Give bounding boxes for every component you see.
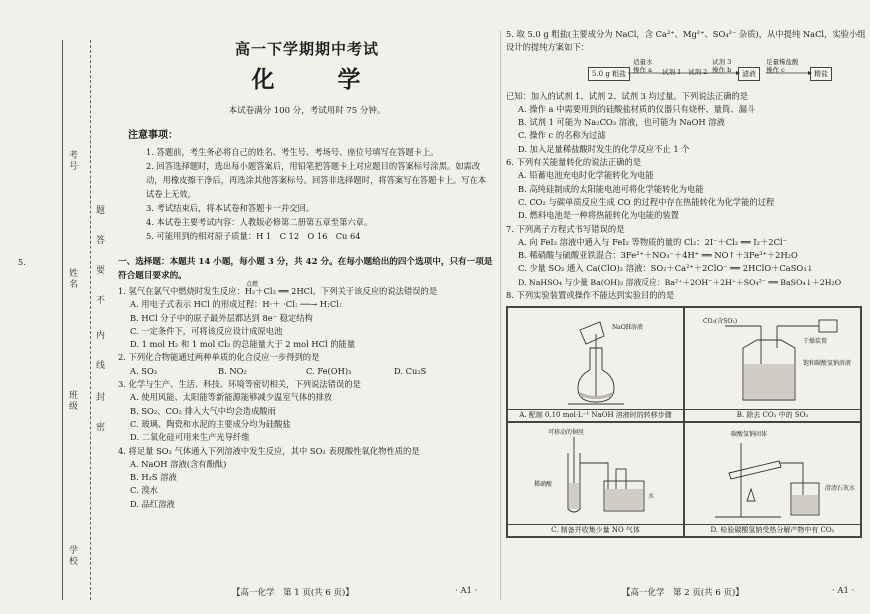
page-divider xyxy=(500,30,501,600)
flow-step: 足量稀盐酸 操作 c xyxy=(766,57,799,74)
option-c: C. 少量 SO₂ 通入 Ca(ClO)₂ 溶液：SO₂＋Ca²⁺＋2ClO⁻ ══ 2HClO＋CaSO₃↓ xyxy=(518,263,814,274)
caption-d: D. 检验碳酸氢钠受热分解产物中有 CO₂ xyxy=(685,524,860,536)
label-water: 水 xyxy=(648,493,655,501)
label-nahco3-solid: 碳酸氢钠固体 xyxy=(731,431,768,439)
option-d: D. 二氧化硅可用来生产光导纤维 xyxy=(130,432,250,443)
exam-note: 本试卷满分 100 分，考试用时 75 分钟。 xyxy=(228,106,386,116)
page-2 xyxy=(506,28,866,608)
seal-char: 不 xyxy=(94,295,104,306)
label-co2-so2: CO₂(含SO₂) xyxy=(703,318,738,326)
label-class: 班级 xyxy=(67,390,77,412)
apparatus-c xyxy=(507,422,684,537)
option-d: D. NaHSO₄ 与少量 Ba(OH)₂ 溶液反应：Ba²⁺＋2OH⁻＋2H⁺＋SO₄²⁻ ══ BaSO₄↓＋2H₂O xyxy=(518,277,842,287)
label-drying: 干燥装置 xyxy=(803,338,828,346)
option-b: B. NO₂ xyxy=(218,365,247,376)
flow-reagent: 试剂 2 xyxy=(688,67,708,76)
no-generation-diagram xyxy=(508,423,683,523)
reaction-condition: 点燃 xyxy=(246,281,259,288)
question-8: 8. 下列实验装置或操作不能达到实验目的的是 xyxy=(506,290,675,301)
option-d: D. Cu₂S xyxy=(394,365,427,376)
seal-char: 答 xyxy=(94,235,104,246)
seal-line xyxy=(90,40,91,600)
seal-char: 题 xyxy=(94,205,104,216)
binding-margin xyxy=(0,0,115,614)
instruction: 4. 本试卷主要考试内容：人教版必修第二册第五章至第六章。 xyxy=(146,217,373,227)
option-b: B. 稀硝酸与硫酸亚铁混合：3Fe²⁺＋NO₃⁻＋4H⁺ ══ NO↑＋3Fe³⁺＋2H₂O xyxy=(518,250,798,261)
option-d: D. 品红溶液 xyxy=(130,498,175,509)
option-a: A. 操作 a 中需要用到的硅酸盐材质的仪器只有烧杯、量筒、漏斗 xyxy=(518,103,756,114)
question-6: 6. 下列有关能量转化的说法正确的是 xyxy=(506,157,642,168)
instruction: 5. 可能用到的相对原子质量：H 1 C 12 O 16 Cu 64 xyxy=(146,231,361,241)
option-c: C. 玻璃、陶瓷和水泥的主要成分均为硅酸盐 xyxy=(130,418,291,429)
label-school: 学校 xyxy=(67,545,77,567)
question-3: 3. 化学与生产、生活、科技、环境等密切相关，下列说法错误的是 xyxy=(118,379,361,390)
binding-line xyxy=(62,40,63,600)
seal-char: 线 xyxy=(94,360,104,371)
purification-flowchart xyxy=(588,58,866,86)
volumetric-flask-diagram xyxy=(508,308,683,408)
instruction: 3. 考试结束后，将本试卷和答题卡一并交回。 xyxy=(146,203,315,213)
option-b: B. SO₂、CO₂ 排入大气中均会造成酸雨 xyxy=(130,405,276,416)
instruction: 2. 回答选择题时，选出每小题答案后，用铅笔把答题卡上对应题目的答案标号涂黑。如需改动，用橡皮擦干净后，再选涂其他答案标号。回答非选择题时，将答案写在答题卡上。写在本试卷上无效。 xyxy=(146,161,487,199)
label-naoh: NaOH溶液 xyxy=(612,324,643,332)
option-d: D. 1 mol H₂ 和 1 mol Cl₂ 的总能量大于 2 mol HCl 的能量 xyxy=(130,339,356,350)
option-d: D. 加入足量稀盐酸时发生的化学反应不止 1 个 xyxy=(518,143,690,154)
label-copper-wire: 可移动的铜丝 xyxy=(548,429,585,437)
question-5-known: 已知：加入的试剂 1、试剂 2、试剂 3 均过量。下列说法正确的是 xyxy=(506,90,749,101)
option-a: A. 用电子式表示 HCl 的形成过程：H·＋ ·Cl: ──→ H:Cl: xyxy=(130,299,342,310)
option-c: C. CO₂ 与碳单质反应生成 CO 的过程中存在热能转化为化学能的过程 xyxy=(518,196,775,207)
flow-filtrate: 滤液 xyxy=(738,67,760,81)
flow-reagent: 试剂 1 xyxy=(662,67,682,76)
flow-arrows xyxy=(588,58,848,86)
option-c: C. 一定条件下，可将该反应设计成原电池 xyxy=(130,325,283,336)
option-a: A. NaOH 溶液(含有酚酞) xyxy=(130,458,227,469)
caption-b: B. 除去 CO₂ 中的 SO₂ xyxy=(685,409,860,421)
option-b: B. H₂S 溶液 xyxy=(130,472,177,483)
section-heading: 一、选择题：本题共 14 小题，每小题 3 分，共 42 分。在每小题给出的四个选项中，只有一项是符合题目要求的。 xyxy=(118,257,493,281)
page-code: · A1 · xyxy=(832,586,855,596)
question-stem: 1. 氢气在氯气中燃烧时发生反应：H₂＋Cl₂ ══ 2HCl。下列关于该反应的说法错误的是 xyxy=(118,286,438,296)
label-name: 姓名 xyxy=(67,268,77,290)
label-limewater: 澄清石灰水 xyxy=(825,485,856,493)
caption-a: A. 配制 0.10 mol·L⁻¹ NaOH 溶液时的转移步骤 xyxy=(508,409,683,421)
apparatus-a xyxy=(507,307,684,422)
label-nitric-acid: 稀硝酸 xyxy=(534,481,553,489)
seal-char: 密 xyxy=(94,422,104,433)
option-c: C. 操作 c 的名称为过滤 xyxy=(518,130,606,141)
flow-start: 5.0 g 粗盐 xyxy=(588,67,630,81)
attention-heading: 注意事项： xyxy=(128,130,178,141)
side-mark: 5. xyxy=(18,258,26,267)
decomposition-diagram xyxy=(685,423,860,523)
option-c: C. 溴水 xyxy=(130,485,158,496)
question-7: 7. 下列离子方程式书写错误的是 xyxy=(506,223,625,234)
option-b: B. 试剂 1 可能为 Na₂CO₃ 溶液，也可能为 NaOH 溶液 xyxy=(518,117,725,128)
question-2: 2. 下列化合物能通过两种单质的化合反应一步得到的是 xyxy=(118,352,320,363)
option-b: B. 高纯硅制成的太阳能电池可将化学能转化为电能 xyxy=(518,183,704,194)
label-nahco3: 饱和碳酸氢钠溶液 xyxy=(803,360,852,368)
question-4: 4. 将足量 SO₂ 气体通入下列溶液中发生反应，其中 SO₂ 表现酸性氧化物性质的是 xyxy=(118,445,420,456)
question-5: 5. 取 5.0 g 粗盐(主要成分为 NaCl，含 Ca²⁺、Mg²⁺、SO₄²⁻ 杂质)，从中提纯 NaCl，实验小组设计的提纯方案如下： xyxy=(506,29,866,53)
flow-step: 适量水 操作 a xyxy=(633,57,653,74)
seal-char: 要 xyxy=(94,265,104,276)
apparatus-grid xyxy=(506,306,862,538)
flow-reagent: 试剂 3 操作 b xyxy=(712,57,732,74)
seal-char: 封 xyxy=(94,392,104,403)
exam-title: 高一下学期期中考试 xyxy=(234,40,379,58)
subject-title: 化 学 xyxy=(251,66,381,93)
label-exam-number: 考号 xyxy=(67,150,77,172)
option-d: D. 燃料电池是一种将热能转化为电能的装置 xyxy=(518,210,679,221)
apparatus-b xyxy=(684,307,861,422)
option-a: A. 使用风能、太阳能等新能源能够减少温室气体的排放 xyxy=(130,392,333,403)
question-1 xyxy=(118,281,496,298)
page-footer: 【高一化学 第 2 页(共 6 页)】 xyxy=(622,588,744,598)
apparatus-d xyxy=(684,422,861,537)
page-1 xyxy=(118,28,496,608)
caption-c: C. 制备并收集少量 NO 气体 xyxy=(508,524,683,536)
page-code: · A1 · xyxy=(455,586,478,596)
options-row xyxy=(118,365,496,378)
page-footer: 【高一化学 第 1 页(共 6 页)】 xyxy=(232,588,354,598)
seal-char: 内 xyxy=(94,330,104,341)
option-a: A. SO₃ xyxy=(130,365,158,376)
option-c: C. Fe(OH)₃ xyxy=(306,365,352,376)
flow-end: 精盐 xyxy=(810,67,832,81)
option-b: B. HCl 分子中的原子最外层都达到 8e⁻ 稳定结构 xyxy=(130,312,313,323)
instruction: 1. 答题前，考生务必将自己的姓名、考生号、考场号、座位号填写在答题卡上。 xyxy=(146,147,439,157)
option-a: A. 铅蓄电池充电时化学能转化为电能 xyxy=(518,170,654,181)
option-a: A. 向 FeI₂ 溶液中通入与 FeI₂ 等物质的量的 Cl₂：2I⁻＋Cl₂ ══ I₂＋2Cl⁻ xyxy=(518,236,787,247)
